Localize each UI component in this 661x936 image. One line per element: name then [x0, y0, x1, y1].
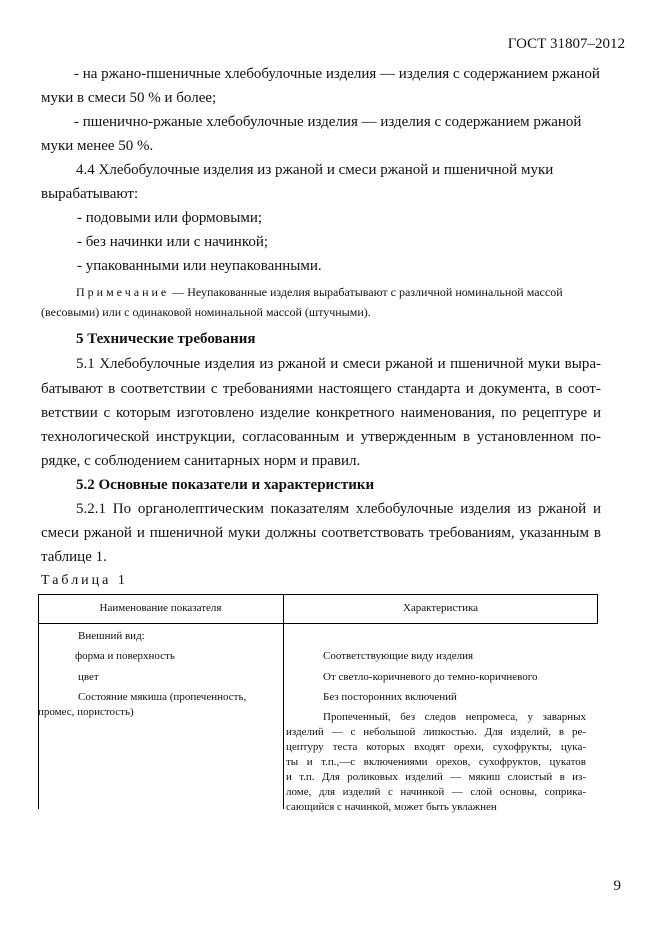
table-cell: промес, пористость) — [38, 706, 134, 718]
list-item: - упакованными или неупакованными. — [77, 258, 322, 274]
table-cell: Без посторонних включений — [323, 691, 457, 703]
paragraph-line: 5.2.1 По органолептическим показателям хлебобулочные изделия из ржаной и — [76, 501, 601, 517]
section-heading: 5 Технические требования — [76, 331, 256, 347]
table-left-rule — [38, 594, 39, 809]
note-text: — Неупакованные изделия вырабатывают с различной номинальной массой — [169, 285, 563, 299]
table-col-rule — [283, 594, 284, 809]
table-cell-line: изделий — с небольшой липкостью. Для изделий, в ре- — [286, 726, 586, 738]
paragraph-line: ветствии с которым изготовлено изделие конкретного наименования, по рецептуре и — [41, 405, 601, 421]
section-heading: 5.2 Основные показатели и характеристики — [76, 477, 375, 493]
paragraph-line: 5.1 Хлебобулочные изделия из ржаной и смеси ржаной и пшеничной муки выра- — [76, 356, 601, 372]
clause-4-4-cont: вырабатывают: — [41, 186, 139, 202]
table-caption: Таблица 1 — [41, 573, 128, 588]
table-header-indicator: Наименование показателя — [99, 602, 222, 614]
table-top-rule — [38, 594, 598, 595]
note-label: Примечание — [76, 285, 170, 299]
table-cell-line: сающийся с начинкой, может быть увлажнен — [286, 801, 497, 813]
table-cell: цвет — [78, 671, 99, 683]
table-cell: Внешний вид: — [78, 630, 145, 642]
list-item-cont: муки в смеси 50 % и более; — [41, 90, 217, 106]
page-number: 9 — [613, 878, 621, 894]
paragraph-line: рядке, с соблюдением санитарных норм и правил. — [41, 453, 361, 469]
table-right-rule — [597, 594, 598, 623]
table-cell: Соответствующие виду изделия — [323, 650, 474, 662]
standard-code: ГОСТ 31807–2012 — [507, 36, 625, 52]
note-cont: (весовыми) или с одинаковой номинальной массой (штучными). — [41, 305, 371, 319]
paragraph-line: таблице 1. — [41, 549, 107, 565]
paragraph-line: смеси ржаной и пшеничной муки должны соответствовать требованиям, указанным в — [41, 525, 601, 541]
list-item-cont: муки менее 50 %. — [41, 138, 154, 154]
table-cell: От светло-коричневого до темно-коричневого — [323, 671, 538, 683]
list-item: - пшенично-ржаные хлебобулочные изделия — изделия с содержанием ржаной — [74, 114, 582, 130]
list-item: - подовыми или формовыми; — [77, 210, 263, 226]
table-cell-line: цептуру теста которых входят орехи, сухофрукты, цука- — [286, 741, 586, 753]
table-cell: форма и поверхность — [75, 650, 175, 662]
table-header-rule — [38, 623, 598, 624]
table-cell-line: и т.п. Для роликовых изделий — мякиш слоистый в из- — [286, 771, 586, 783]
table-cell-line: Пропеченный, без следов непромеса, у заварных — [323, 711, 586, 723]
table-cell-line: ломе, для изделий с начинкой — слой основы, соприка- — [286, 786, 586, 798]
list-item: - без начинки или с начинкой; — [77, 234, 269, 250]
table-cell-line: ты и т.п.,—с включениями орехов, сухофруктов, цукатов — [286, 756, 586, 768]
table-cell: Состояние мякиша (пропеченность, — [78, 691, 247, 703]
clause-4-4: 4.4 Хлебобулочные изделия из ржаной и смеси ржаной и пшеничной муки — [76, 162, 554, 178]
list-item: - на ржано-пшеничные хлебобулочные изделия — изделия с содержанием ржаной — [74, 66, 600, 82]
table-header-characteristic: Характеристика — [402, 602, 479, 614]
note — [76, 283, 563, 301]
paragraph-line: технологической инструкции, согласованным и утвержденным в установленном по- — [41, 429, 601, 445]
paragraph-line: батывают в соответствии с требованиями настоящего стандарта и документа, в соот- — [41, 381, 601, 397]
